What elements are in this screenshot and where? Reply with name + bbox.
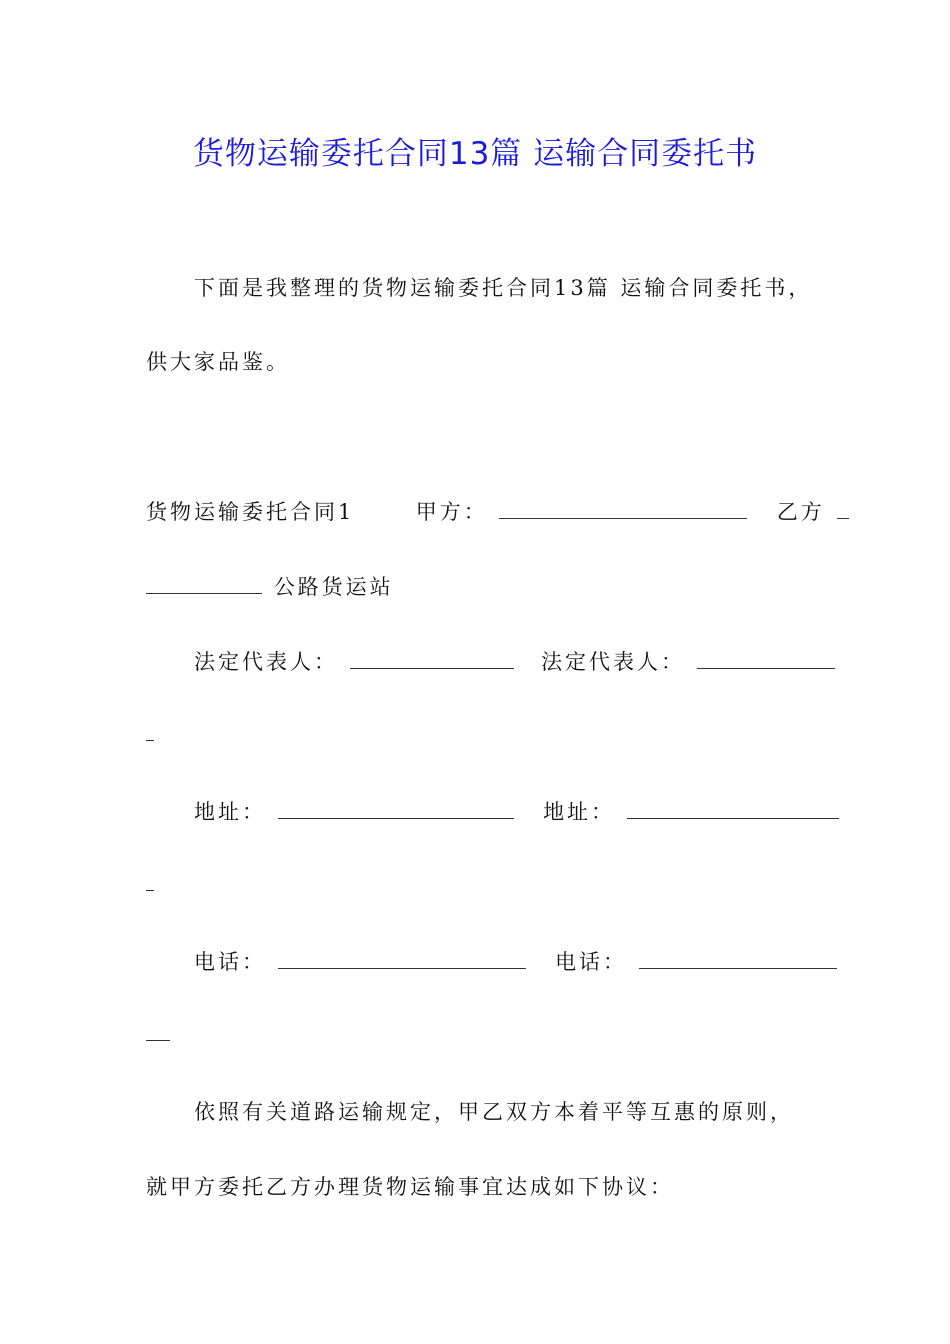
agreement-line-2: 就甲方委托乙方办理货物运输事宜达成如下协议： xyxy=(146,1175,674,1199)
party-b-blank-start[interactable] xyxy=(837,500,849,519)
address-a-blank[interactable] xyxy=(278,800,514,819)
legal-rep-b-blank[interactable] xyxy=(697,650,835,669)
phone-a-label: 电话： xyxy=(194,950,266,974)
phone-line xyxy=(194,946,839,976)
contract-header-line xyxy=(146,496,851,526)
party-b-value: 公路货运站 xyxy=(273,575,394,599)
phone-b-blank-cont[interactable] xyxy=(146,1022,170,1041)
phone-b-label: 电话： xyxy=(555,950,628,974)
legal-rep-line xyxy=(194,646,837,676)
legal-rep-a-blank[interactable] xyxy=(350,650,514,669)
party-b-line xyxy=(146,571,394,601)
phone-b-blank[interactable] xyxy=(639,950,837,969)
address-line xyxy=(194,796,841,826)
party-b-label: 乙方 xyxy=(776,500,825,524)
party-a-blank[interactable] xyxy=(499,500,747,519)
address-b-blank-cont[interactable] xyxy=(146,872,154,891)
phone-continuation xyxy=(146,1022,172,1046)
legal-rep-a-label: 法定代表人： xyxy=(194,650,338,674)
contract-heading: 货物运输委托合同1 xyxy=(146,500,355,524)
party-b-blank[interactable] xyxy=(146,575,262,594)
intro-line-2: 供大家品鉴。 xyxy=(146,350,290,374)
phone-a-blank[interactable] xyxy=(278,950,526,969)
address-continuation xyxy=(146,872,156,896)
legal-rep-continuation xyxy=(146,722,156,746)
address-b-blank[interactable] xyxy=(627,800,839,819)
agreement-line-1: 依照有关道路运输规定，甲乙双方本着平等互惠的原则， xyxy=(194,1100,794,1124)
legal-rep-b-label: 法定代表人： xyxy=(541,650,686,674)
legal-rep-b-blank-cont[interactable] xyxy=(146,722,154,741)
document-title: 货物运输委托合同13篇 运输合同委托书 xyxy=(192,136,758,172)
address-b-label: 地址： xyxy=(543,800,616,824)
party-a-label: 甲方： xyxy=(415,500,488,524)
address-a-label: 地址： xyxy=(194,800,266,824)
intro-line-1: 下面是我整理的货物运输委托合同13篇 运输合同委托书， xyxy=(194,276,813,300)
